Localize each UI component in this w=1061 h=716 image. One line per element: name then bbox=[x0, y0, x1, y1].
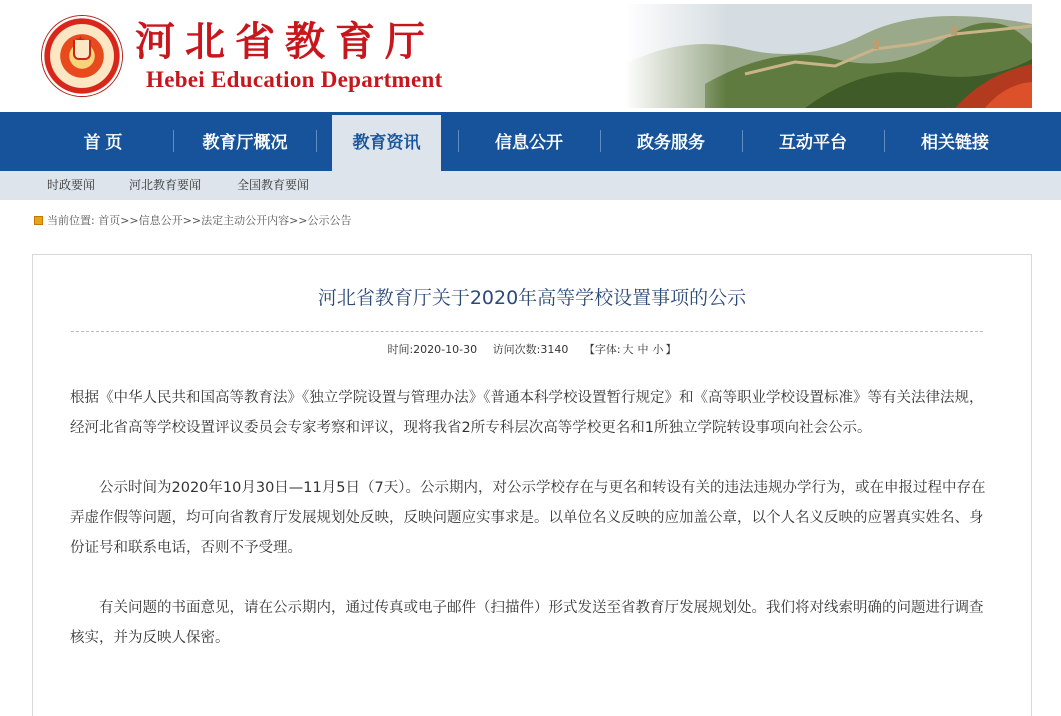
breadcrumb-link-announcements[interactable]: 公示公告 bbox=[307, 214, 352, 227]
article-paragraph: 有关问题的书面意见，请在公示期内，通过传真或电子邮件（扫描件）形式发送至省教育厅发展规划处。我们将对线索明确的问题进行调查核实，并为反映人保密。 bbox=[70, 600, 984, 646]
nav-divider bbox=[884, 130, 885, 152]
font-size-open: 【字体: bbox=[583, 343, 621, 356]
nav-item-interaction[interactable]: 互动平台 bbox=[779, 133, 847, 152]
nav-divider bbox=[458, 130, 459, 152]
font-size-large-link[interactable]: 大 bbox=[622, 343, 634, 356]
font-size-controls bbox=[584, 343, 677, 356]
nav-item-info-public[interactable]: 信息公开 bbox=[495, 133, 563, 152]
subnav-item-national-news[interactable]: 全国教育要闻 bbox=[237, 178, 310, 192]
article-paragraph: 公示时间为2020年10月30日—11月5日（7天）。公示期内，对公示学校存在与更名和转设有关的违法违规办学行为，或在申报过程中存在弄虚作假等问题，均可向省教育厅发展规划处反映，反映问题应实事求是。以单位名义反映的应加盖公章，以个人名义反映的应署真实姓名、身份证号和联系电话，否则不予受理。 bbox=[70, 480, 986, 556]
nav-divider bbox=[742, 130, 743, 152]
breadcrumb-separator: >> bbox=[120, 214, 139, 227]
nav-divider bbox=[316, 130, 317, 152]
breadcrumb bbox=[34, 212, 352, 230]
sub-nav bbox=[0, 171, 1061, 200]
nav-divider bbox=[173, 130, 174, 152]
font-size-medium-link[interactable]: 中 bbox=[637, 343, 649, 356]
site-title-en[interactable]: Hebei Education Department bbox=[146, 67, 443, 92]
nav-item-home[interactable]: 首 页 bbox=[83, 133, 123, 152]
publish-time-value: 2020-10-30 bbox=[413, 343, 478, 356]
main-nav bbox=[0, 112, 1061, 171]
location-icon bbox=[34, 216, 43, 225]
breadcrumb-link-info-public[interactable]: 信息公开 bbox=[138, 214, 183, 227]
emblem-icon[interactable] bbox=[42, 16, 122, 96]
site-header bbox=[30, 0, 1032, 112]
nav-item-news[interactable]: 教育资讯 bbox=[332, 112, 441, 171]
article-body bbox=[70, 383, 990, 683]
visit-count bbox=[493, 343, 569, 356]
great-wall-banner-image bbox=[625, 4, 1032, 108]
subnav-item-politics[interactable]: 时政要闻 bbox=[47, 178, 96, 192]
font-size-small-link[interactable]: 小 bbox=[652, 343, 664, 356]
breadcrumb-prefix: 当前位置: bbox=[47, 214, 95, 227]
breadcrumb-separator: >> bbox=[182, 214, 202, 227]
visit-count-label: 访问次数: bbox=[492, 343, 541, 356]
article-paragraph: 根据《中华人民共和国高等教育法》《独立学院设置与管理办法》《普通本科学校设置暂行规定》和《高等职业学校设置标准》等有关法律法规，经河北省高等学校设置评议委员会专家考察和评议，现将我省2所专科层次高等学校更名和1所独立学院转设事项向社会公示。 bbox=[70, 390, 984, 436]
nav-item-links[interactable]: 相关链接 bbox=[921, 133, 989, 152]
subnav-item-hebei-news[interactable]: 河北教育要闻 bbox=[129, 178, 202, 192]
publish-time-label: 时间: bbox=[387, 343, 414, 356]
nav-item-gov-service[interactable]: 政务服务 bbox=[637, 133, 705, 152]
article-title: 河北省教育厅关于2020年高等学校设置事项的公示 bbox=[317, 287, 747, 309]
breadcrumb-separator: >> bbox=[289, 214, 308, 227]
visit-count-value: 3140 bbox=[540, 343, 569, 356]
nav-divider bbox=[600, 130, 601, 152]
site-title-cn[interactable]: 河北省教育厅 bbox=[135, 18, 435, 65]
font-size-close: 】 bbox=[665, 343, 677, 356]
publish-time bbox=[387, 343, 477, 356]
breadcrumb-link-home[interactable]: 首页 bbox=[98, 214, 121, 227]
title-divider bbox=[71, 331, 983, 332]
nav-item-overview[interactable]: 教育厅概况 bbox=[202, 133, 288, 152]
article-meta bbox=[33, 341, 1031, 359]
article-panel bbox=[32, 254, 1032, 716]
breadcrumb-link-legal-content[interactable]: 法定主动公开内容 bbox=[201, 214, 290, 227]
